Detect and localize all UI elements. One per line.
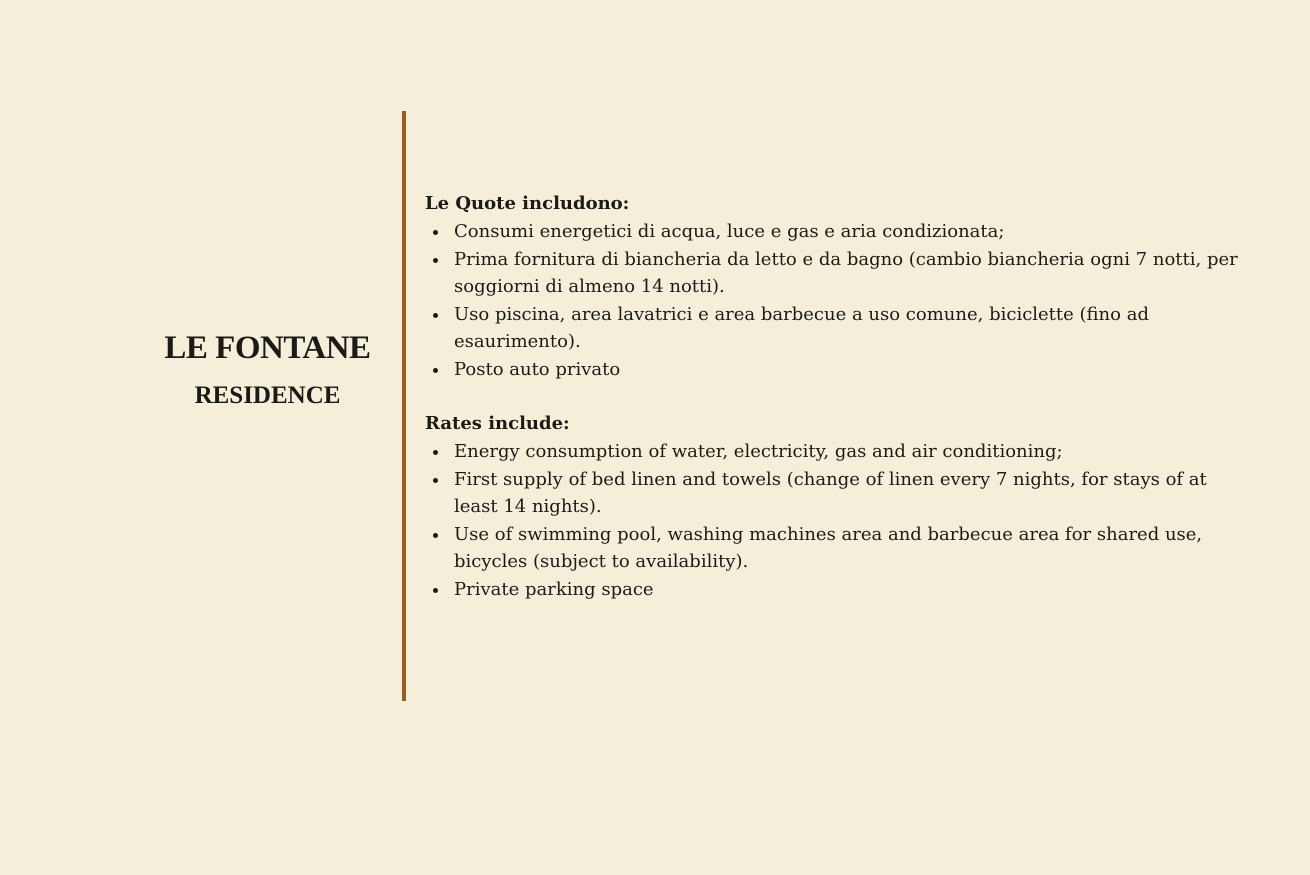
english-section (425, 410, 1245, 603)
list-item: First supply of bed linen and towels (change of linen every 7 nights, for stays of at least 14 nights). (425, 466, 1245, 521)
italian-heading: Le Quote includono: (425, 193, 630, 214)
italian-list (425, 218, 1245, 383)
rates-content (425, 190, 1245, 603)
list-item: Energy consumption of water, electricity, gas and air conditioning; (425, 438, 1245, 466)
section-spacer (425, 383, 1245, 410)
list-item: Use of swimming pool, washing machines area and barbecue area for shared use, bicycles (subject to availability). (425, 521, 1245, 576)
list-item: Uso piscina, area lavatrici e area barbecue a uso comune, biciclette (fino ad esaurimento). (425, 301, 1245, 356)
english-heading: Rates include: (425, 413, 570, 434)
list-item: Posto auto privato (425, 356, 1245, 384)
brand-block (130, 326, 405, 412)
list-item: Private parking space (425, 576, 1245, 604)
english-list (425, 438, 1245, 603)
brand-subtitle: RESIDENCE (194, 382, 341, 409)
list-item: Prima fornitura di biancheria da letto e da bagno (cambio biancheria ogni 7 notti, per soggiorni di almeno 14 notti). (425, 246, 1245, 301)
vertical-divider (402, 111, 406, 701)
brand-title: LE FONTANE (164, 330, 371, 366)
list-item: Consumi energetici di acqua, luce e gas e aria condizionata; (425, 218, 1245, 246)
italian-section (425, 190, 1245, 383)
